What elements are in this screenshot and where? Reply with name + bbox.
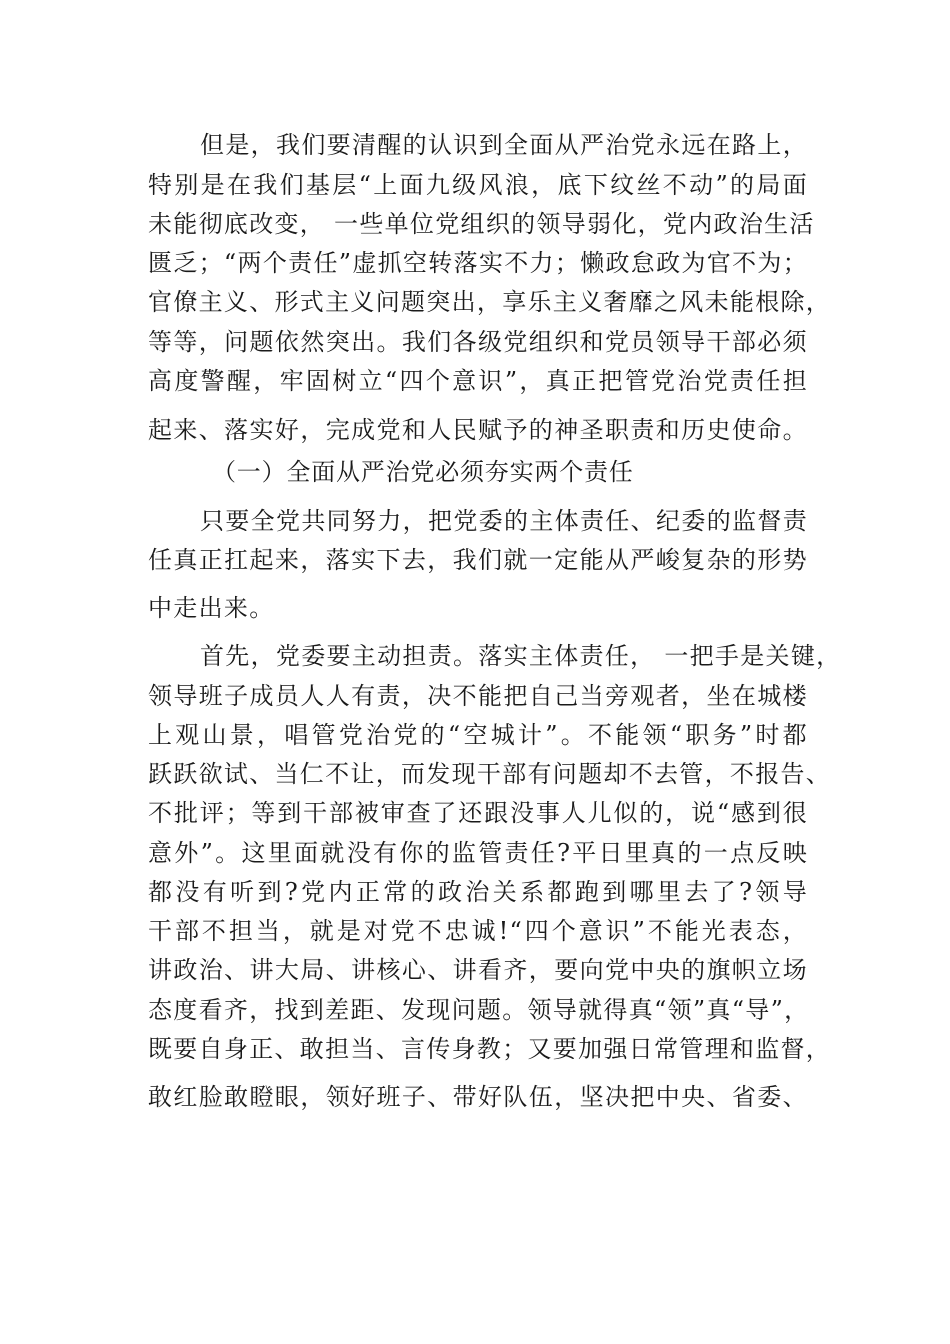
- paragraph-3-line-6: 意外”。这里面就没有你的监管责任?平日里真的一点反映: [148, 839, 808, 867]
- paragraph-1-line-4: 匮乏；“两个责任”虚抓空转落实不力；懒政怠政为官不为；: [148, 249, 808, 277]
- paragraph-1-line-5: 官僚主义、形式主义问题突出，享乐主义奢靡之风未能根除，: [148, 288, 832, 316]
- paragraph-3-line-10: 态度看齐，找到差距、发现问题。领导就得真“领”真“导”，: [148, 996, 810, 1024]
- paragraph-2-line-2: 任真正扛起来，落实下去，我们就一定能从严峻复杂的形势: [148, 546, 808, 574]
- paragraph-3-line-9: 讲政治、讲大局、讲核心、讲看齐，要向党中央的旗帜立场: [148, 956, 808, 984]
- paragraph-1-line-2: 特别是在我们基层“上面九级风浪，底下纹丝不动”的局面: [148, 171, 808, 199]
- paragraph-1-line-8: 起来、落实好，完成党和人民赋予的神圣职责和历史使命。: [148, 416, 808, 444]
- section-heading: （一）全面从严治党必须夯实两个责任: [212, 458, 634, 486]
- paragraph-2-line-3: 中走出来。: [148, 594, 275, 622]
- paragraph-3-line-12: 敢红脸敢瞪眼，领好班子、带好队伍，坚决把中央、省委、: [148, 1083, 808, 1111]
- paragraph-3-line-2: 领导班子成员人人有责，决不能把自己当旁观者，坐在城楼: [148, 682, 808, 710]
- paragraph-1-line-7: 高度警醒，牢固树立“四个意识”，真正把管党治党责任担: [148, 367, 808, 395]
- paragraph-1-line-3: 未能彻底改变， 一些单位党组织的领导弱化，党内政治生活: [148, 210, 815, 238]
- paragraph-1-line-1: 但是，我们要清醒的认识到全面从严治党永远在路上，: [200, 131, 808, 159]
- paragraph-3-line-1: 首先，党委要主动担责。落实主体责任， 一把手是关键，: [200, 642, 842, 670]
- paragraph-1-line-6: 等等，问题依然突出。我们各级党组织和党员领导干部必须: [148, 328, 808, 356]
- paragraph-3-line-7: 都没有听到?党内正常的政治关系都跑到哪里去了?领导: [148, 878, 808, 906]
- paragraph-3-line-8: 干部不担当，就是对党不忠诚!“四个意识”不能光表态，: [148, 917, 808, 945]
- paragraph-3-line-4: 跃跃欲试、当仁不让，而发现干部有问题却不去管，不报告、: [148, 760, 832, 788]
- paragraph-3-line-3: 上观山景，唱管党治党的“空城计”。不能领“职务”时都: [148, 721, 808, 749]
- paragraph-3-line-11: 既要自身正、敢担当、言传身教；又要加强日常管理和监督，: [148, 1035, 832, 1063]
- paragraph-2-line-1: 只要全党共同努力，把党委的主体责任、纪委的监督责: [200, 507, 808, 535]
- paragraph-3-line-5: 不批评；等到干部被审查了还跟没事人儿似的，说“感到很: [148, 799, 808, 827]
